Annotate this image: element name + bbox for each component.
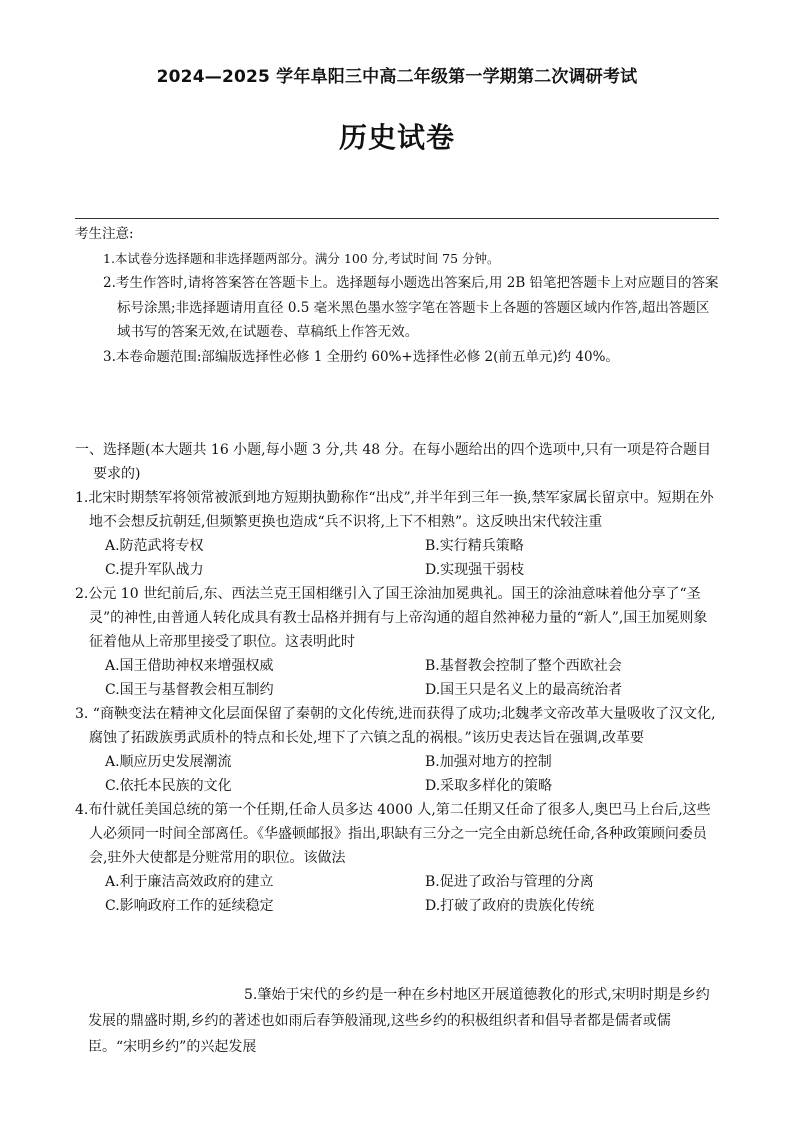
option-b: B.基督教会控制了整个西欧社会 — [425, 658, 622, 674]
notice-heading: 考生注意: — [75, 226, 134, 242]
choice-section — [75, 438, 719, 918]
candidate-notice — [75, 222, 719, 369]
exam-subject-title: 历史试卷 — [338, 121, 455, 154]
option-b: B.实行精兵策略 — [425, 538, 524, 554]
option-list — [75, 870, 719, 918]
question-stem: 2.公元 10 世纪前后,东、西法兰克王国相继引入了国王涂油加冕典礼。国王的涂油意味着他分享了“圣灵”的神性,由普通人转化成具有教士品格并拥有与上帝沟通的超自然神秘力量的“新人”,国王加冕则象征着他从上帝那里接受了职位。这表明此时 — [75, 586, 708, 650]
notice-item: 1.本试卷分选择题和非选择题两部分。满分 100 分,考试时间 75 分钟。 — [103, 250, 500, 266]
option-a: A.国王借助神权来增强权威 — [105, 658, 274, 674]
option-b: B.促进了政治与管理的分离 — [425, 874, 594, 890]
question-stem: 4.布什就任美国总统的第一个任期,任命人员多达 4000 人,第二任期又任命了很多人,奥巴马上台后,这些人必须同一时间全部离任。《华盛顿邮报》指出,职缺有三分之一完全由新总统任命,各种政策顾问委员会,驻外大使都是分赃常用的职位。该做法 — [75, 802, 711, 866]
question-2 — [75, 582, 719, 702]
option-d: D.实现强干弱枝 — [425, 562, 525, 578]
question-stem: 5.肇始于宋代的乡约是一种在乡村地区开展道德教化的形式,宋明时期是乡约发展的鼎盛时期,乡约的著述也如雨后春笋般涌现,这些乡约的积极组织者和倡导者都是儒者或儒臣。“宋明乡约”的兴起发展 — [88, 987, 710, 1055]
exam-title: 2024—2025 学年阜阳三中高二年级第一学期第二次调研考试 — [156, 67, 638, 87]
option-d: D.采取多样化的策略 — [425, 778, 553, 794]
option-c: C.提升军队战力 — [105, 562, 204, 578]
option-list — [75, 534, 719, 582]
notice-item: 2.考生作答时,请将答案答在答题卡上。选择题每小题选出答案后,用 2B 铅笔把答题卡上对应题目的答案标号涂黑;非选择题请用直径 0.5 毫米黑色墨水签字笔在答题卡上各题的答题区域内作答,超出答题区域书写的答案无效,在试题卷、草稿纸上作答无效。 — [103, 275, 719, 340]
question-3 — [75, 702, 719, 798]
option-a: A.顺应历史发展潮流 — [105, 754, 232, 770]
option-a: A.防范武将专权 — [105, 538, 204, 554]
option-b: B.加强对地方的控制 — [425, 754, 552, 770]
section-heading: 一、选择题(本大题共 16 小题,每小题 3 分,共 48 分。在每小题给出的四个选项中,只有一项是符合题目要求的) — [75, 442, 712, 482]
option-c: C.影响政府工作的延续稳定 — [105, 898, 274, 914]
option-list — [75, 654, 719, 702]
header-divider — [75, 218, 719, 219]
notice-item: 3.本卷命题范围:部编版选择性必修 1 全册约 60%+选择性必修 2(前五单元)约 40%。 — [103, 348, 619, 365]
option-d: D.国王只是名义上的最高统治者 — [425, 682, 623, 698]
option-c: C.国王与基督教会相互制约 — [105, 682, 274, 698]
option-c: C.依托本民族的文化 — [105, 778, 232, 794]
question-4 — [75, 798, 719, 918]
question-stem: 1.北宋时期禁军将领常被派到地方短期执勤称作“出戍”,并半年到三年一换,禁军家属长留京中。短期在外地不会想反抗朝廷,但频繁更换也造成“兵不识将,上下不相熟”。这反映出宋代较注重 — [75, 490, 714, 530]
question-1 — [75, 486, 719, 582]
option-d: D.打破了政府的贵族化传统 — [425, 898, 595, 914]
question-5 — [88, 982, 720, 1060]
option-list — [75, 750, 719, 798]
question-stem: 3. “商鞅变法在精神文化层面保留了秦朝的文化传统,进而获得了成功;北魏孝文帝改革大量吸收了汉文化,腐蚀了拓跋族勇武质朴的特点和长处,埋下了六镇之乱的祸根。”该历史表达旨在强调,改革要 — [75, 706, 716, 746]
option-a: A.利于廉洁高效政府的建立 — [105, 874, 274, 890]
